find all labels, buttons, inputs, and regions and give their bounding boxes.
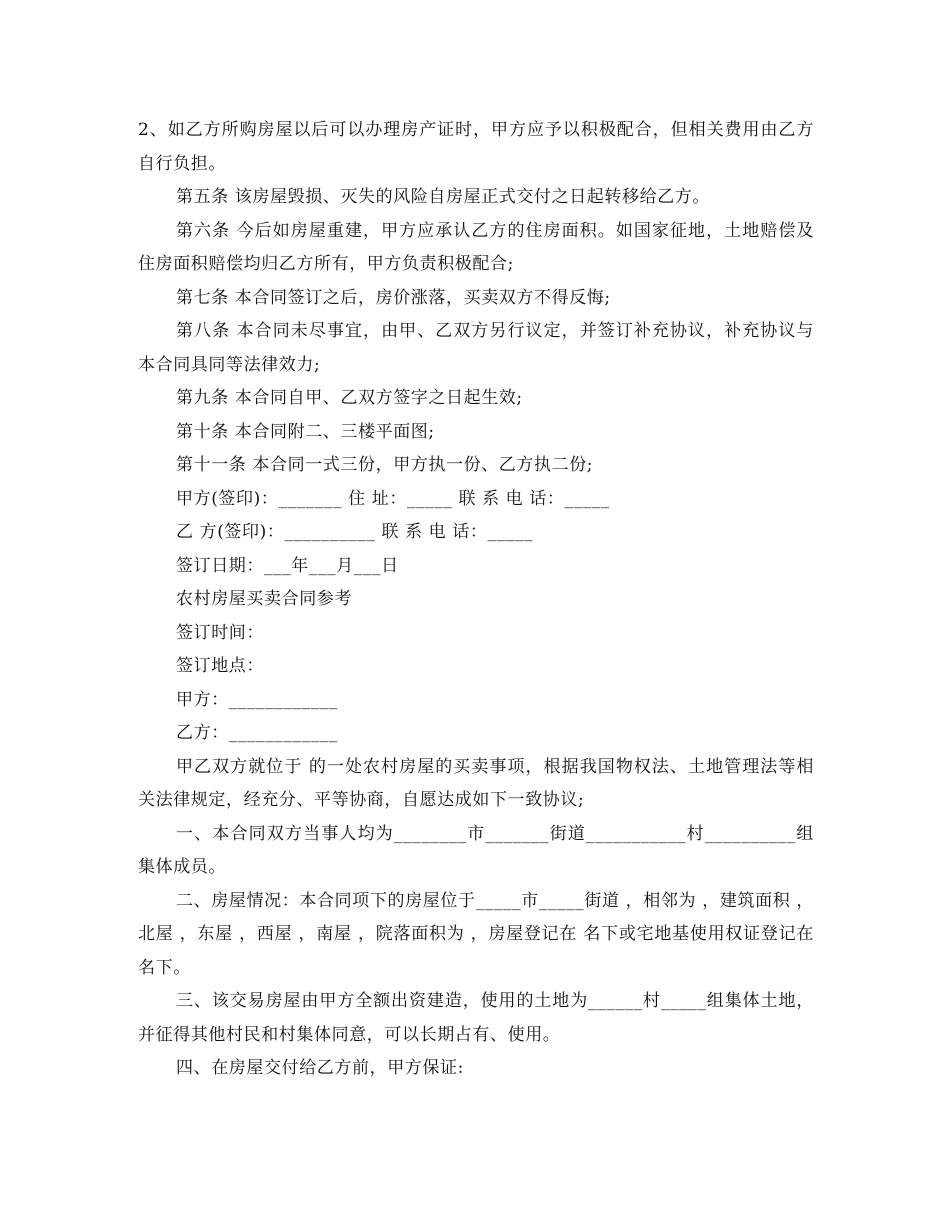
party-b-signature-line: 乙 方(签印)：__________ 联 系 电 话：_____ (176, 522, 533, 542)
section-3-land-use: 三、该交易房屋由甲方全额出资建造，使用的土地为______村_____组集体土地，并征得其他村民和村集体同意，可以长期占有、使用。 (138, 991, 814, 1045)
section-2-property-details: 二、房屋情况：本合同项下的房屋位于_____市_____街道 ，相邻为 ，建筑面积 ，北屋 ，东屋 ，西屋 ，南屋 ，院落面积为 ，房屋登记在 名下或宅地基使用权证登记在 名下。 (138, 890, 821, 978)
party-a-signature-line: 甲方(签印)：_______ 住 址：_____ 联 系 电 话：_____ (176, 488, 610, 509)
article-6-reconstruction: 第六条 今后如房屋重建，甲方应承认乙方的住房面积。如国家征地，土地赔偿及住房面积赔偿均归乙方所有，甲方负责积极配合; (138, 220, 814, 274)
signing-time-line: 签订时间： (176, 622, 264, 643)
article-8-supplementary: 第八条 本合同未尽事宜，由甲、乙双方另行议定，并签订补充协议，补充协议与本合同具同等法律效力; (138, 321, 814, 375)
section-1-parties: 一、本合同双方当事人均为________市_______街道___________村__________组集体成员。 (138, 823, 814, 877)
contract-preamble: 甲乙双方就位于 的一处农村房屋的买卖事项，根据我国物权法、土地管理法等相关法律规定，经充分、平等协商，自愿达成如下一致协议; (138, 756, 814, 810)
article-9-effective: 第九条 本合同自甲、乙双方签字之日起生效; (176, 388, 523, 408)
signing-place-line: 签订地点： (176, 656, 264, 676)
second-contract-title: 农村房屋买卖合同参考 (176, 589, 352, 609)
article-11-copies: 第十一条 本合同一式三份，甲方执一份、乙方执二份; (176, 455, 594, 475)
article-5-risk-transfer: 第五条 该房屋毁损、灭失的风险自房屋正式交付之日起转移给乙方。 (176, 187, 711, 207)
article-7-no-regret: 第七条 本合同签订之后，房价涨落，买卖双方不得反悔; (176, 287, 611, 308)
document-body (138, 114, 821, 1086)
section-4-guarantee: 四、在房屋交付给乙方前，甲方保证: (176, 1058, 464, 1078)
article-10-floor-plan: 第十条 本合同附二、三楼平面图; (176, 421, 435, 442)
party-a-line: 甲方：____________ (176, 689, 338, 710)
clause-2-property-certificate: 2、如乙方所购房屋以后可以办理房产证时，甲方应予以积极配合，但相关费用由乙方自行负担。 (138, 120, 814, 174)
party-b-line: 乙方：____________ (176, 723, 338, 743)
signing-date-line: 签订日期：___年___月___日 (176, 555, 399, 576)
